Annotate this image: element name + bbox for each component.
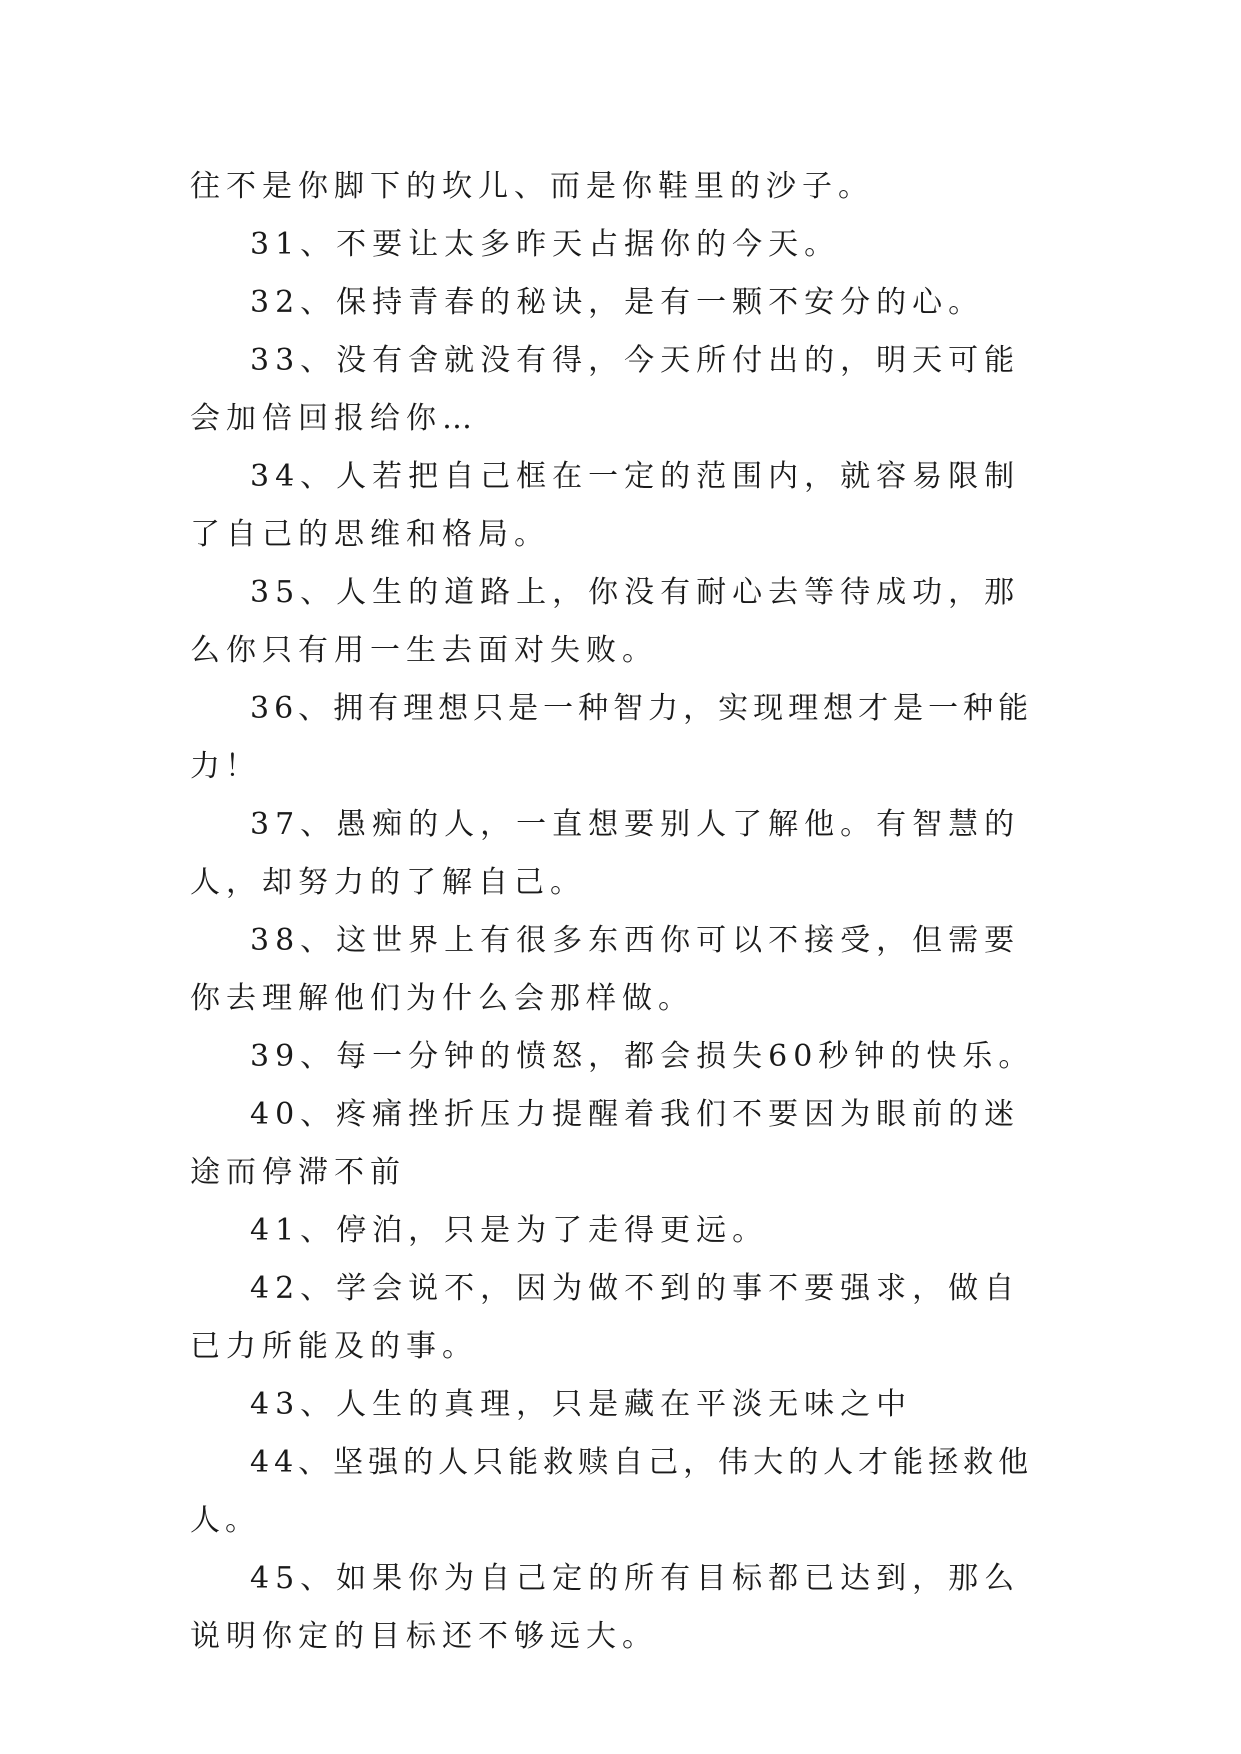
quote-45: 45、如果你为自己定的所有目标都已达到，那么说明你定的目标还不够远大。 — [190, 1561, 1021, 1654]
quote-42: 42、学会说不，因为做不到的事不要强求，做自已力所能及的事。 — [190, 1271, 1021, 1364]
paragraph-continuation: 往不是你脚下的坎儿、而是你鞋里的沙子。 — [190, 169, 874, 204]
quote-32: 32、保持青春的秘诀，是有一颗不安分的心。 — [250, 285, 985, 320]
quote-33: 33、没有舍就没有得，今天所付出的，明天可能会加倍回报给你… — [190, 343, 1021, 436]
quote-40: 40、疼痛挫折压力提醒着我们不要因为眼前的迷途而停滞不前 — [190, 1097, 1021, 1190]
quote-44: 44、坚强的人只能救赎自己，伟大的人才能拯救他人。 — [190, 1445, 1034, 1538]
quote-41: 41、停泊，只是为了走得更远。 — [250, 1213, 769, 1248]
document-body — [190, 158, 1050, 1666]
quote-37: 37、愚痴的人，一直想要别人了解他。有智慧的人，却努力的了解自己。 — [190, 807, 1021, 900]
quote-36: 36、拥有理想只是一种智力，实现理想才是一种能力！ — [190, 691, 1034, 784]
quote-43: 43、人生的真理，只是藏在平淡无味之中 — [250, 1387, 913, 1422]
quote-34: 34、人若把自己框在一定的范围内，就容易限制了自己的思维和格局。 — [190, 459, 1021, 552]
quote-31: 31、不要让太多昨天占据你的今天。 — [250, 227, 841, 262]
quote-35: 35、人生的道路上，你没有耐心去等待成功，那么你只有用一生去面对失败。 — [190, 575, 1021, 668]
quote-38: 38、这世界上有很多东西你可以不接受，但需要你去理解他们为什么会那样做。 — [190, 923, 1021, 1016]
quote-39: 39、每一分钟的愤怒，都会损失60秒钟的快乐。 — [250, 1039, 1035, 1074]
